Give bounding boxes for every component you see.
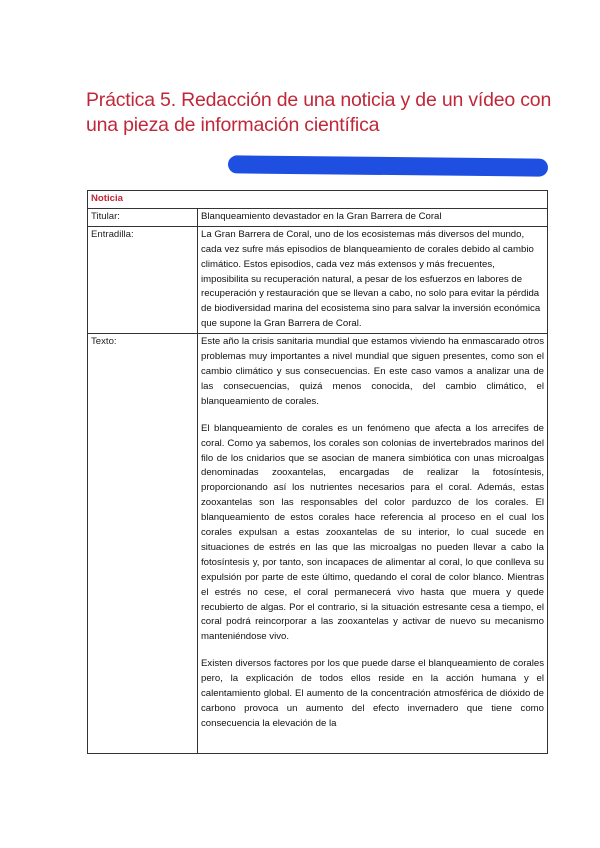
texto-paragraph-1: Este año la crisis sanitaria mundial que estamos viviendo ha enmascarado otros problemas muy importantes a nivel mundial que siguen presentes, como son el cambio climático y sus consecuencias. En este caso vamos a analizar una de las consecuencias, quizá menos conocida, del cambio climático, el blanqueamiento de corales. bbox=[201, 336, 544, 407]
entradilla-label: Entradilla: bbox=[88, 226, 198, 333]
texto-paragraph-2: El blanqueamiento de corales es un fenómeno que afecta a los arrecifes de coral. Como ya sabemos, los corales son colonias de invertebrados marinos del filo de los cnidarios que se asocian de manera simbiótica con unas microalgas denominadas zooxantelas, encargadas de realizar la fotosíntesis, proporcionando así los nutrientes necesarios para el coral. Además, estas zooxantelas son las responsables del color parduzco de los corales. El blanqueamiento de estos corales hace referencia al proceso en el cual los corales expulsan a estas zooxantelas de su interior, lo cual sucede en situaciones de estrés en las que las microalgas no pueden llevar a cabo la fotosíntesis y, por tanto, son incapaces de alimentar al coral, lo que conlleva su expulsión por parte de este último, quedando el coral de color blanco. Mientras el estrés no cese, el coral permanecerá vivo hasta que muera y quede recubierto de algas. Por el contrario, si la situación estresante cesa a tiempo, el coral podrá reincorporar a las zooxantelas y activar de nuevo su mecanismo manteniéndose vivo. bbox=[201, 422, 544, 643]
table-row-titular bbox=[88, 208, 548, 226]
table-row-entradilla bbox=[88, 226, 548, 333]
redaction-mark bbox=[228, 155, 548, 176]
table-header-row bbox=[88, 191, 548, 209]
texto-label: Texto: bbox=[88, 334, 198, 754]
entradilla-value: La Gran Barrera de Coral, uno de los ecosistemas más diversos del mundo, cada vez sufre más episodios de blanqueamiento de corales debido al cambio climático. Estos episodios, cada vez más extensos y más frecuentes, imposibilita su recuperación natural, a pesar de los esfuerzos en labores de recuperación y restauración que se llevan a cabo, no solo para evitar la pérdida de biodiversidad marina del ecosistema sino para salvar la inversión económica que supone la Gran Barrera de Coral. bbox=[198, 226, 548, 333]
titular-label: Titular: bbox=[88, 208, 198, 226]
texto-body bbox=[201, 335, 544, 752]
titular-value: Blanqueamiento devastador en la Gran Barrera de Coral bbox=[198, 208, 548, 226]
table-row-texto bbox=[88, 334, 548, 754]
texto-value bbox=[198, 334, 548, 754]
page-title: Práctica 5. Redacción de una noticia y de un vídeo con una pieza de información científica bbox=[86, 89, 552, 136]
texto-paragraph-3: Existen diversos factores por los que puede darse el blanqueamiento de corales pero, la explicación de todos ellos reside en la acción humana y el calentamiento global. El aumento de la concentración atmosférica de dióxido de carbono provoca un aumento del efecto invernadero que tiene como consecuencia la elevación de la bbox=[201, 658, 544, 729]
news-table bbox=[87, 190, 548, 754]
table-header: Noticia bbox=[88, 191, 548, 209]
